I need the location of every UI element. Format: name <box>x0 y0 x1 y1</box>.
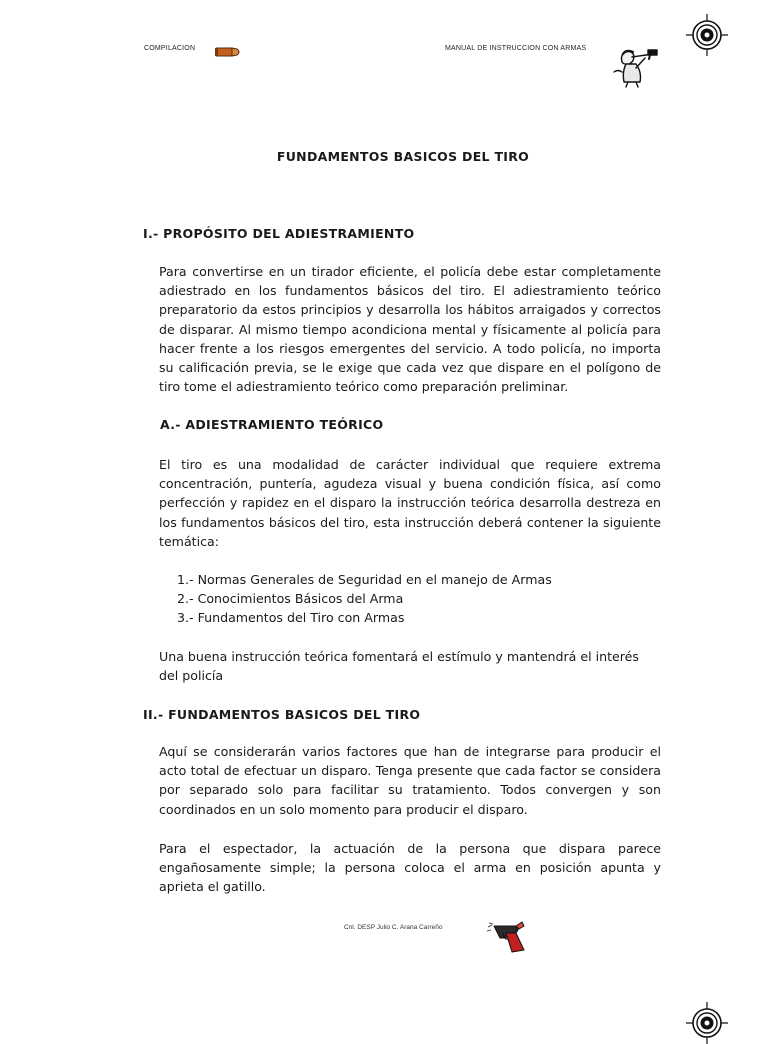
crosshair-icon <box>686 14 728 56</box>
list-item: 3.- Fundamentos del Tiro con Armas <box>177 610 405 625</box>
list-item: 1.- Normas Generales de Seguridad en el manejo de Armas <box>177 572 552 587</box>
paragraph-adiestramiento-teorico: El tiro es una modalidad de carácter individual que requiere extrema concentración, puntería, agudeza visual y buena condición física, así como perfección y rapidez en el disparo la instrucción teórica desarrolla destreza en los fundamentos básicos del tiro, esta instrucción deberá contener la siguiente temática: <box>159 457 661 549</box>
paragraph-fundamentos-1: Aquí se considerarán varios factores que han de integrarse para producir el acto total de efectuar un disparo. Tenga presente que cada factor se considera por separado solo para facilitar su tratamiento. Todos convergen y son coordinados en un solo momento para producir el disparo. <box>159 744 661 817</box>
header-right-label: MANUAL DE INSTRUCCION CON ARMAS <box>445 45 587 52</box>
subsection-heading-adiestramiento-teorico: A.- ADIESTRAMIENTO TEÓRICO <box>160 417 384 432</box>
page-title: FUNDAMENTOS BASICOS DEL TIRO <box>276 149 530 164</box>
pistol-icon <box>486 920 528 954</box>
section-heading-fundamentos: II.- FUNDAMENTOS BASICOS DEL TIRO <box>143 707 421 722</box>
bullet-icon <box>214 46 242 58</box>
crosshair-icon <box>686 1002 728 1044</box>
paragraph-proposito: Para convertirse en un tirador eficiente, el policía debe estar completamente adiestrado en los fundamentos básicos del tiro. El adiestramiento teórico preparatorio da estos principios y desarrolla los hábitos arraigados y correctos de disparar. Al mismo tiempo acondiciona mental y físicamente al policía para hacer frente a los riesgos emergentes del servicio. A todo policía, no importa su calificación previa, se le exige que cada vez que dispare en el polígono de tiro tome el adiestramiento teórico como preparación preliminar. <box>159 264 661 395</box>
list-item: 2.- Conocimientos Básicos del Arma <box>177 591 404 606</box>
paragraph-closing: Una buena instrucción teórica fomentará el estímulo y mantendrá el interés del policía <box>159 649 639 684</box>
paragraph-fundamentos-2: Para el espectador, la actuación de la persona que dispara parece engañosamente simple; la persona coloca el arma en posición apunta y aprieta el gatillo. <box>159 841 661 895</box>
section-heading-proposito: I.- PROPÓSITO DEL ADIESTRAMIENTO <box>143 226 415 241</box>
footer-author: Cnl. DESP Julio C. Arana Carreño <box>344 924 443 931</box>
shooter-figure-icon <box>612 42 662 88</box>
header-left-label: COMPILACION <box>144 45 196 52</box>
